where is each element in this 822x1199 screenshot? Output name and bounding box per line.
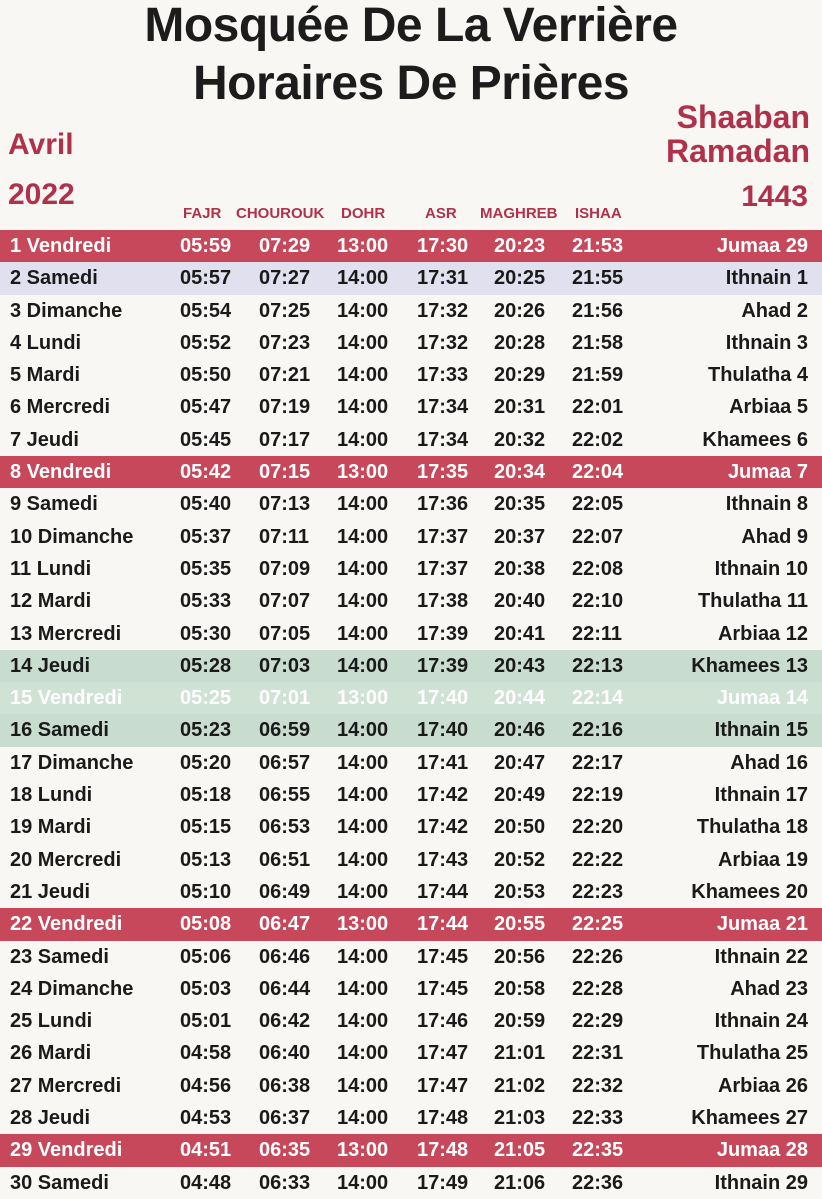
fajr-time: 05:50	[180, 364, 232, 387]
ishaa-time: 22:17	[572, 751, 624, 774]
dohr-time: 14:00	[337, 493, 389, 516]
ishaa-time: 22:29	[572, 1010, 624, 1033]
maghreb-time: 20:46	[494, 719, 546, 742]
asr-time: 17:45	[417, 945, 469, 968]
maghreb-time: 21:06	[494, 1171, 546, 1194]
fajr-time: 05:03	[180, 977, 232, 1000]
dohr-time: 14:00	[337, 331, 389, 354]
fajr-time: 05:35	[180, 557, 232, 580]
ishaa-time: 22:02	[572, 428, 624, 451]
asr-time: 17:48	[417, 1107, 469, 1130]
ishaa-time: 22:36	[572, 1171, 624, 1194]
hijri-month-2: Ramadan	[665, 133, 810, 169]
maghreb-time: 21:01	[494, 1042, 546, 1065]
asr-time: 17:48	[417, 1139, 469, 1162]
dohr-time: 14:00	[337, 977, 389, 1000]
dohr-time: 14:00	[337, 299, 389, 322]
chourouk-time: 06:53	[259, 816, 311, 839]
table-row	[0, 230, 822, 262]
ishaa-time: 22:13	[572, 654, 624, 677]
dohr-time: 14:00	[337, 267, 389, 290]
ishaa-time: 22:11	[572, 622, 623, 645]
chourouk-time: 07:23	[259, 331, 311, 354]
hijri-date: Thulatha 4	[707, 364, 808, 387]
day-cell: 10 Dimanche	[10, 525, 134, 548]
hijri-date: Arbiaa 26	[717, 1074, 808, 1097]
fajr-time: 05:33	[180, 590, 232, 613]
day-cell: 7 Jeudi	[10, 428, 79, 451]
table-row	[0, 391, 822, 423]
asr-time: 17:37	[417, 525, 469, 548]
table-row	[0, 553, 822, 585]
ishaa-time: 21:58	[572, 331, 624, 354]
fajr-time: 05:57	[180, 267, 232, 290]
day-cell: 18 Lundi	[10, 784, 93, 807]
maghreb-time: 20:23	[494, 235, 546, 257]
table-row	[0, 844, 822, 876]
fajr-time: 05:08	[180, 913, 232, 936]
maghreb-time: 20:41	[494, 622, 546, 645]
maghreb-time: 20:43	[494, 654, 546, 677]
table-row	[0, 1070, 822, 1102]
header-asr: ASR	[425, 205, 457, 222]
maghreb-time: 21:02	[494, 1074, 546, 1097]
chourouk-time: 06:35	[259, 1139, 311, 1162]
dohr-time: 14:00	[337, 880, 389, 903]
fajr-time: 05:25	[180, 687, 232, 710]
hijri-date: Arbiaa 5	[729, 396, 808, 419]
ishaa-time: 22:19	[572, 784, 624, 807]
maghreb-time: 20:28	[494, 331, 546, 354]
table-row	[0, 650, 822, 682]
table-row	[0, 714, 822, 746]
dohr-time: 14:00	[337, 1107, 389, 1130]
day-cell: 12 Mardi	[10, 590, 92, 613]
chourouk-time: 06:46	[259, 945, 311, 968]
day-cell: 17 Dimanche	[10, 751, 134, 774]
table-row	[0, 1167, 822, 1199]
asr-time: 17:38	[417, 590, 469, 613]
dohr-time: 14:00	[337, 396, 389, 419]
table-row	[0, 1102, 822, 1134]
hijri-month-1: Shaaban	[676, 99, 810, 135]
asr-time: 17:47	[417, 1074, 469, 1097]
chourouk-time: 07:13	[259, 493, 311, 516]
fajr-time: 05:20	[180, 751, 232, 774]
hijri-date: Khamees 20	[691, 880, 808, 903]
chourouk-time: 07:15	[259, 461, 311, 484]
header-ishaa: ISHAA	[575, 205, 622, 222]
day-cell: 6 Mercredi	[10, 396, 111, 419]
fajr-time: 04:48	[180, 1171, 232, 1194]
header-dohr: DOHR	[341, 205, 386, 222]
fajr-time: 05:59	[180, 235, 232, 257]
header-fajr: FAJR	[183, 205, 222, 222]
ishaa-time: 21:53	[572, 235, 624, 257]
hijri-date: Khamees 13	[691, 654, 808, 677]
dohr-time: 14:00	[337, 751, 389, 774]
hijri-date: Jumaa 14	[716, 687, 808, 710]
maghreb-time: 20:47	[494, 751, 546, 774]
chourouk-time: 07:25	[259, 299, 311, 322]
hijri-date: Jumaa 7	[727, 461, 808, 484]
maghreb-time: 20:38	[494, 557, 546, 580]
asr-time: 17:37	[417, 557, 469, 580]
fajr-time: 05:28	[180, 654, 232, 677]
maghreb-time: 20:31	[494, 396, 546, 419]
dohr-time: 14:00	[337, 816, 389, 839]
hijri-date: Thulatha 18	[696, 816, 808, 839]
ishaa-time: 22:20	[572, 816, 624, 839]
asr-time: 17:34	[417, 428, 469, 451]
day-cell: 29 Vendredi	[10, 1139, 123, 1162]
table-row	[0, 811, 822, 843]
ishaa-time: 22:33	[572, 1107, 624, 1130]
asr-time: 17:44	[417, 913, 469, 936]
ishaa-time: 22:08	[572, 557, 624, 580]
asr-time: 17:46	[417, 1010, 469, 1033]
chourouk-time: 07:03	[259, 654, 311, 677]
asr-time: 17:40	[417, 719, 469, 742]
maghreb-time: 20:34	[494, 461, 546, 484]
prayer-times-table	[0, 230, 822, 1199]
day-cell: 27 Mercredi	[10, 1074, 122, 1097]
ishaa-time: 22:01	[572, 396, 624, 419]
asr-time: 17:39	[417, 654, 469, 677]
dohr-time: 14:00	[337, 945, 389, 968]
table-row	[0, 295, 822, 327]
asr-time: 17:33	[417, 364, 469, 387]
chourouk-time: 07:21	[259, 364, 311, 387]
table-row	[0, 908, 822, 940]
maghreb-time: 20:56	[494, 945, 546, 968]
hijri-date: Ithnain 29	[714, 1171, 808, 1194]
table-row	[0, 585, 822, 617]
day-cell: 24 Dimanche	[10, 977, 134, 1000]
hijri-date: Ithnain 1	[725, 267, 808, 290]
asr-time: 17:43	[417, 848, 469, 871]
asr-time: 17:34	[417, 396, 469, 419]
table-row	[0, 488, 822, 520]
dohr-time: 14:00	[337, 622, 389, 645]
hijri-date: Arbiaa 12	[717, 622, 808, 645]
dohr-time: 13:00	[337, 235, 389, 257]
fajr-time: 05:47	[180, 396, 232, 419]
day-cell: 11 Lundi	[10, 557, 92, 580]
day-cell: 4 Lundi	[10, 331, 82, 354]
ishaa-time: 21:56	[572, 299, 624, 322]
day-cell: 5 Mardi	[10, 364, 81, 387]
asr-time: 17:40	[417, 687, 469, 710]
maghreb-time: 20:50	[494, 816, 546, 839]
ishaa-time: 22:26	[572, 945, 624, 968]
day-cell: 20 Mercredi	[10, 848, 122, 871]
table-row	[0, 1037, 822, 1069]
table-row	[0, 359, 822, 391]
chourouk-time: 07:19	[259, 396, 311, 419]
day-cell: 23 Samedi	[10, 945, 109, 968]
table-row	[0, 682, 822, 714]
fajr-time: 05:52	[180, 331, 232, 354]
table-row	[0, 327, 822, 359]
ishaa-time: 22:28	[572, 977, 624, 1000]
page-title: Mosquée De La Verrière	[144, 0, 678, 52]
hijri-months	[666, 100, 810, 168]
dohr-time: 14:00	[337, 557, 389, 580]
chourouk-time: 06:47	[259, 913, 311, 936]
chourouk-time: 06:38	[259, 1074, 311, 1097]
dohr-time: 14:00	[337, 784, 389, 807]
fajr-time: 05:30	[180, 622, 232, 645]
maghreb-time: 20:29	[494, 364, 546, 387]
day-cell: 28 Jeudi	[10, 1107, 91, 1130]
chourouk-time: 07:17	[259, 428, 311, 451]
table-row	[0, 262, 822, 294]
day-cell: 19 Mardi	[10, 816, 92, 839]
chourouk-time: 06:42	[259, 1010, 311, 1033]
fajr-time: 05:42	[180, 461, 232, 484]
chourouk-time: 07:11	[259, 525, 310, 548]
page-subtitle: Horaires De Prières	[192, 57, 630, 110]
chourouk-time: 06:44	[259, 977, 311, 1000]
dohr-time: 14:00	[337, 1074, 389, 1097]
asr-time: 17:31	[417, 267, 469, 290]
day-cell: 26 Mardi	[10, 1042, 92, 1065]
fajr-time: 05:45	[180, 428, 232, 451]
asr-time: 17:42	[417, 816, 469, 839]
asr-time: 17:49	[417, 1171, 469, 1194]
chourouk-time: 07:07	[259, 590, 311, 613]
fajr-time: 05:01	[180, 1010, 232, 1033]
hijri-date: Ahad 2	[741, 299, 808, 322]
day-cell: 2 Samedi	[10, 267, 98, 290]
fajr-time: 04:56	[180, 1074, 232, 1097]
table-row	[0, 973, 822, 1005]
hijri-date: Jumaa 21	[716, 913, 808, 936]
maghreb-time: 21:05	[494, 1139, 546, 1162]
dohr-time: 13:00	[337, 461, 389, 484]
fajr-time: 04:58	[180, 1042, 232, 1065]
chourouk-time: 07:27	[259, 267, 311, 290]
hijri-date: Ithnain 17	[714, 784, 808, 807]
asr-time: 17:47	[417, 1042, 469, 1065]
fajr-time: 05:10	[180, 880, 232, 903]
dohr-time: 14:00	[337, 654, 389, 677]
dohr-time: 13:00	[337, 1139, 389, 1162]
header-maghreb: MAGHREB	[480, 205, 558, 222]
dohr-time: 14:00	[337, 525, 389, 548]
asr-time: 17:41	[417, 751, 469, 774]
fajr-time: 05:40	[180, 493, 232, 516]
asr-time: 17:45	[417, 977, 469, 1000]
hijri-date: Arbiaa 19	[717, 848, 808, 871]
fajr-time: 05:13	[180, 848, 232, 871]
asr-time: 17:30	[417, 235, 469, 257]
day-cell: 1 Vendredi	[10, 235, 112, 257]
maghreb-time: 20:26	[494, 299, 546, 322]
maghreb-time: 20:44	[494, 687, 546, 710]
table-row	[0, 941, 822, 973]
dohr-time: 14:00	[337, 1171, 389, 1194]
asr-time: 17:39	[417, 622, 469, 645]
dohr-time: 14:00	[337, 1010, 389, 1033]
fajr-time: 04:53	[180, 1107, 232, 1130]
hijri-date: Ahad 23	[730, 977, 808, 1000]
ishaa-time: 22:23	[572, 880, 624, 903]
table-row	[0, 779, 822, 811]
fajr-time: 05:37	[180, 525, 232, 548]
table-row	[0, 876, 822, 908]
chourouk-time: 06:33	[259, 1171, 311, 1194]
day-cell: 22 Vendredi	[10, 913, 123, 936]
hijri-date: Jumaa 28	[716, 1139, 808, 1162]
dohr-time: 14:00	[337, 719, 389, 742]
ishaa-time: 22:10	[572, 590, 624, 613]
day-cell: 16 Samedi	[10, 719, 109, 742]
chourouk-time: 06:51	[259, 848, 311, 871]
fajr-time: 05:18	[180, 784, 232, 807]
day-cell: 13 Mercredi	[10, 622, 122, 645]
asr-time: 17:32	[417, 299, 469, 322]
fajr-time: 04:51	[180, 1139, 232, 1162]
fajr-time: 05:54	[180, 299, 232, 322]
gregorian-month: Avril	[8, 128, 74, 161]
chourouk-time: 06:49	[259, 880, 311, 903]
day-cell: 3 Dimanche	[10, 299, 123, 322]
chourouk-time: 07:29	[259, 235, 311, 257]
fajr-time: 05:15	[180, 816, 232, 839]
table-row	[0, 424, 822, 456]
ishaa-time: 22:14	[572, 687, 624, 710]
hijri-date: Ithnain 3	[725, 331, 808, 354]
table-row	[0, 1005, 822, 1037]
day-cell: 30 Samedi	[10, 1171, 109, 1194]
dohr-time: 13:00	[337, 687, 389, 710]
table-row	[0, 456, 822, 488]
hijri-date: Jumaa 29	[716, 235, 808, 257]
chourouk-time: 07:09	[259, 557, 311, 580]
dohr-time: 14:00	[337, 428, 389, 451]
chourouk-time: 07:01	[259, 687, 311, 710]
hijri-date: Thulatha 11	[697, 590, 808, 613]
table-row	[0, 747, 822, 779]
table-row	[0, 1134, 822, 1166]
hijri-date: Ahad 16	[730, 751, 808, 774]
table-row	[0, 521, 822, 553]
chourouk-time: 06:37	[259, 1107, 311, 1130]
hijri-date: Thulatha 25	[696, 1042, 808, 1065]
maghreb-time: 20:59	[494, 1010, 546, 1033]
hijri-date: Khamees 27	[691, 1107, 808, 1130]
dohr-time: 14:00	[337, 1042, 389, 1065]
chourouk-time: 06:57	[259, 751, 311, 774]
hijri-year: 1443	[741, 180, 808, 213]
asr-time: 17:36	[417, 493, 469, 516]
maghreb-time: 21:03	[494, 1107, 546, 1130]
chourouk-time: 07:05	[259, 622, 311, 645]
hijri-date: Ithnain 10	[714, 557, 808, 580]
header-chourouk: CHOUROUK	[236, 205, 325, 222]
dohr-time: 14:00	[337, 364, 389, 387]
fajr-time: 05:06	[180, 945, 232, 968]
ishaa-time: 22:35	[572, 1139, 624, 1162]
day-cell: 15 Vendredi	[10, 687, 123, 710]
maghreb-time: 20:55	[494, 913, 546, 936]
asr-time: 17:44	[417, 880, 469, 903]
hijri-date: Ithnain 22	[714, 945, 808, 968]
gregorian-year: 2022	[8, 178, 75, 211]
day-cell: 14 Jeudi	[10, 654, 91, 677]
ishaa-time: 22:04	[572, 461, 624, 484]
table-row	[0, 618, 822, 650]
maghreb-time: 20:37	[494, 525, 546, 548]
hijri-date: Ithnain 24	[714, 1010, 808, 1033]
day-cell: 21 Jeudi	[10, 880, 91, 903]
dohr-time: 14:00	[337, 590, 389, 613]
ishaa-time: 21:59	[572, 364, 624, 387]
chourouk-time: 06:59	[259, 719, 311, 742]
maghreb-time: 20:52	[494, 848, 546, 871]
asr-time: 17:35	[417, 461, 469, 484]
ishaa-time: 22:07	[572, 525, 624, 548]
hijri-date: Ithnain 8	[725, 493, 808, 516]
maghreb-time: 20:35	[494, 493, 546, 516]
dohr-time: 14:00	[337, 848, 389, 871]
ishaa-time: 22:31	[572, 1042, 624, 1065]
maghreb-time: 20:32	[494, 428, 546, 451]
hijri-date: Khamees 6	[702, 428, 808, 451]
chourouk-time: 06:40	[259, 1042, 311, 1065]
ishaa-time: 22:32	[572, 1074, 624, 1097]
ishaa-time: 22:16	[572, 719, 624, 742]
asr-time: 17:42	[417, 784, 469, 807]
day-cell: 8 Vendredi	[10, 461, 112, 484]
maghreb-time: 20:40	[494, 590, 546, 613]
ishaa-time: 22:22	[572, 848, 624, 871]
day-cell: 25 Lundi	[10, 1010, 93, 1033]
ishaa-time: 22:05	[572, 493, 624, 516]
chourouk-time: 06:55	[259, 784, 311, 807]
maghreb-time: 20:58	[494, 977, 546, 1000]
day-cell: 9 Samedi	[10, 493, 98, 516]
ishaa-time: 21:55	[572, 267, 624, 290]
maghreb-time: 20:53	[494, 880, 546, 903]
maghreb-time: 20:49	[494, 784, 546, 807]
hijri-date: Ithnain 15	[714, 719, 808, 742]
fajr-time: 05:23	[180, 719, 232, 742]
hijri-date: Ahad 9	[741, 525, 808, 548]
maghreb-time: 20:25	[494, 267, 546, 290]
asr-time: 17:32	[417, 331, 469, 354]
dohr-time: 13:00	[337, 913, 389, 936]
ishaa-time: 22:25	[572, 913, 624, 936]
